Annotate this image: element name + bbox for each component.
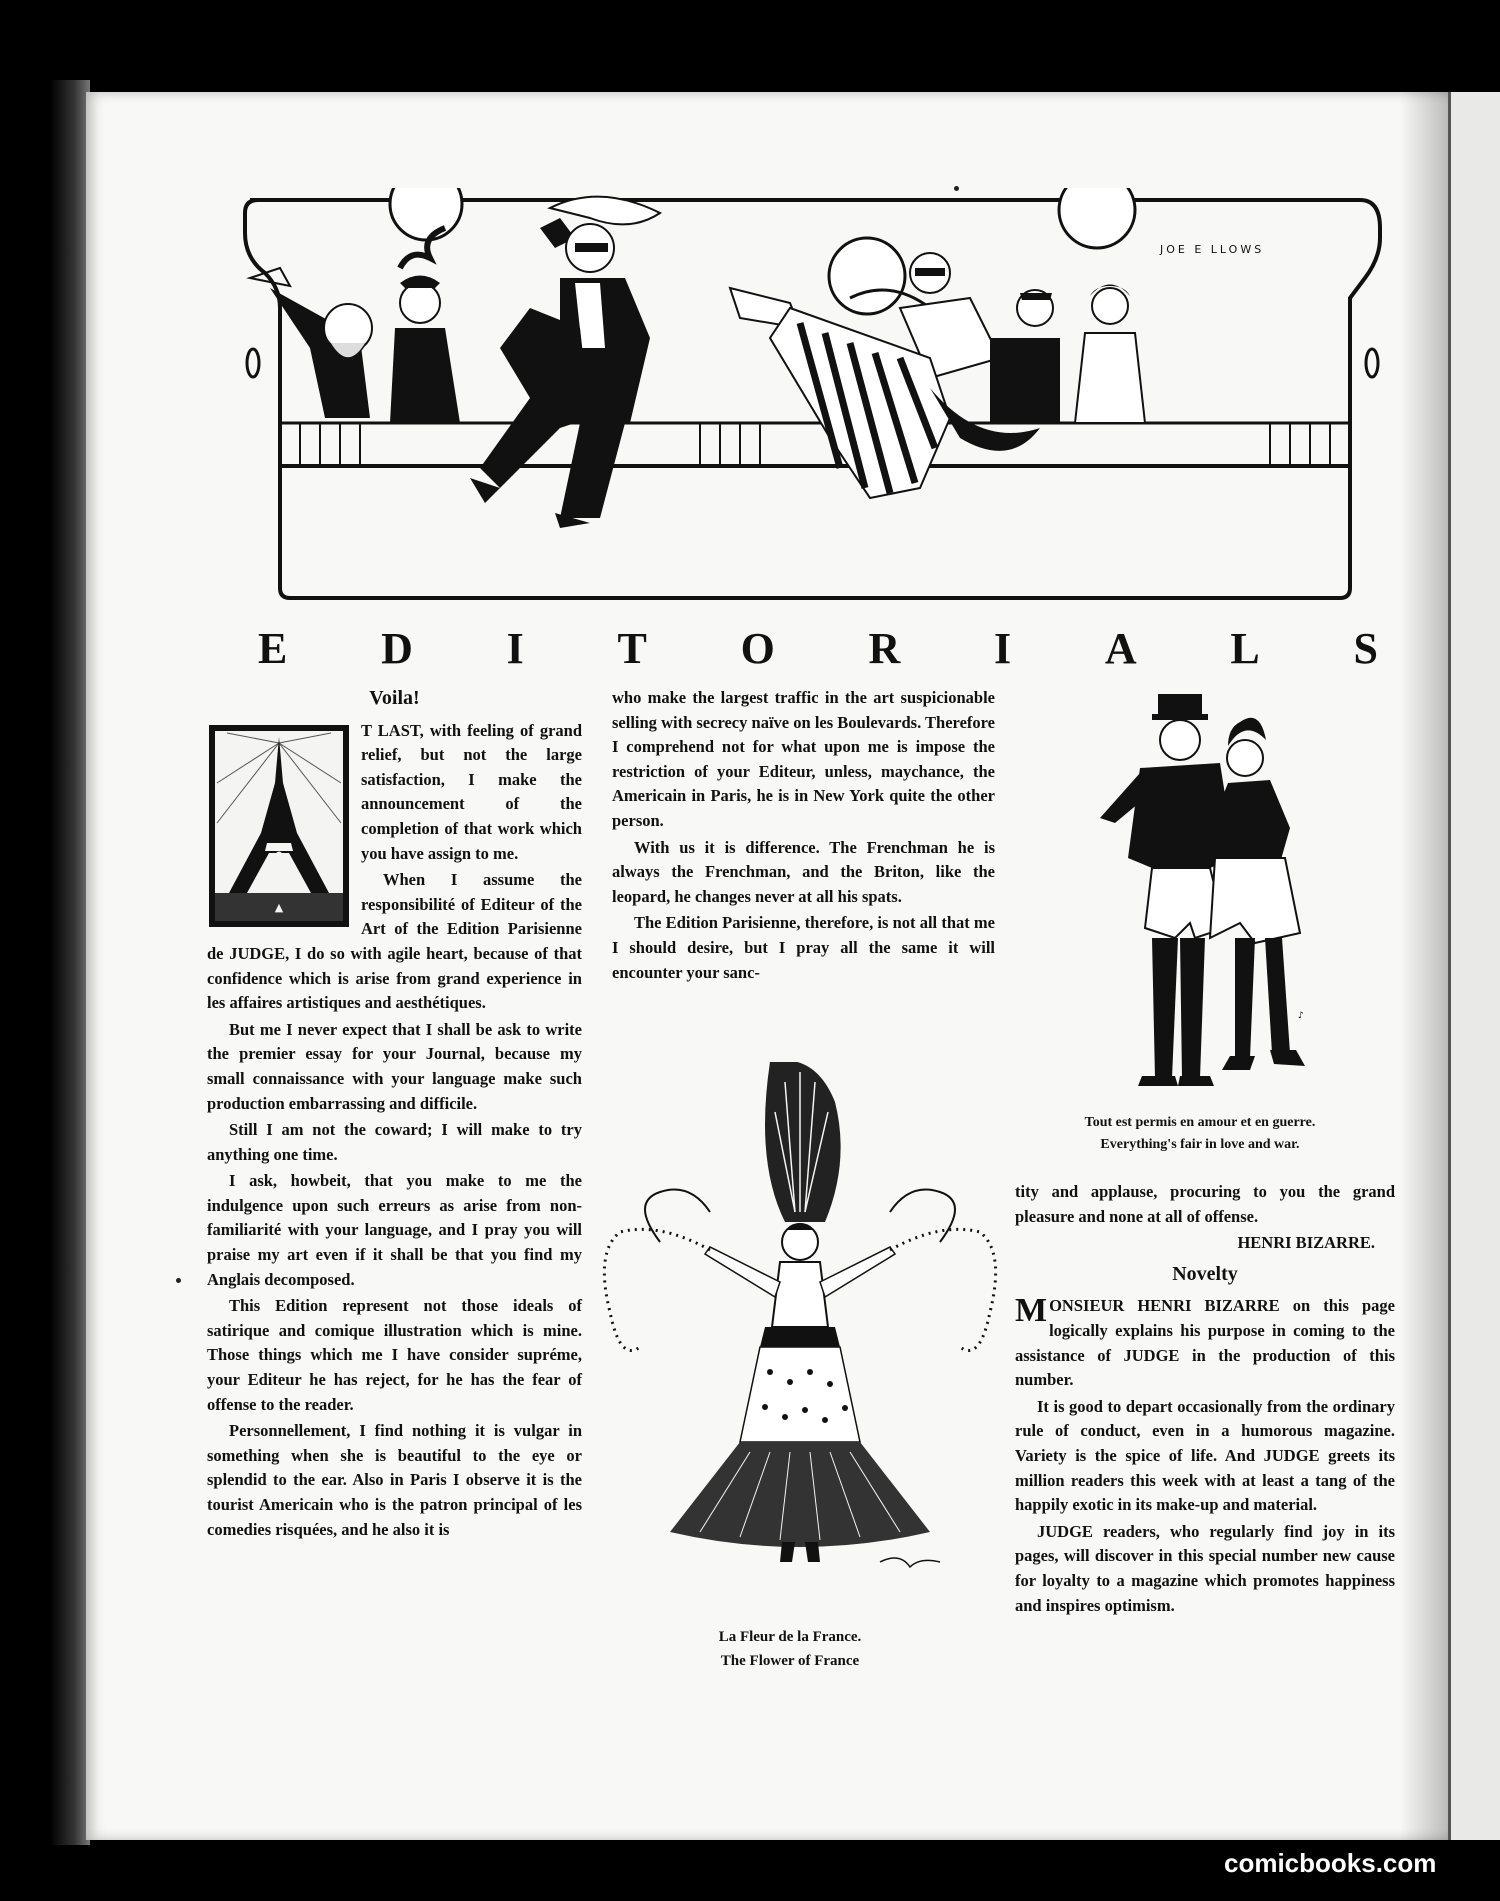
voila-paragraph: This Edition represent not those ideals of satirique and comique illustration which is mine. Those things which me I have consider supréme, your Editeur he has reject, for he has the fear of offense to the reader. [207,1296,582,1414]
voila-intro: T LAST, with feeling of grand relief, but not the large satisfaction, I make the announcement of the completion of that work which you have assign to me. [361,720,582,863]
novelty-intro [1015,1294,1395,1392]
editorial-column-1 [207,686,582,1544]
voila-paragraph: When I assume the responsibilité of Editeur of the Art of the Edition Parisienne de JUDGE, I do so with agile heart, because of that confidence which is arise from grand experience in les affaires artistiques and aesthétiques. [207,870,582,1013]
svg-text:▲: ▲ [274,900,284,914]
voila-paragraph: Personnellement, I find nothing it is vulgar in something when she is beautiful to the eye or splendid to the ear. Also in Paris I observe it is the tourist Americain who is the patron principal of les comedies risquées, and he also it is [207,1421,582,1539]
title-letter: T [617,623,647,673]
caption-french: Tout est permis en amour et en guerre. [1084,1115,1316,1130]
page-shadow [1400,92,1450,1840]
title-letter: E [258,623,288,673]
watermark: comicbooks.com [1224,1848,1437,1878]
title-letter: S [1353,623,1378,673]
voila-paragraph: Still I am not the coward; I will make to try anything one time. [207,1120,582,1164]
print-speck [954,186,959,191]
voila-paragraph: The Edition Parisienne, therefore, is not all that me I should desire, but I pray all the same it will encounter your sanc- [612,913,995,982]
novelty-paragraph: It is good to depart occasionally from the ordinary rule of conduct, even in a humorous magazine. Variety is the spice of life. And JUDGE greets its million readers this week with at least a tang of the happily exotic in its make-up and material. [1015,1396,1395,1515]
next-page-edge [1448,92,1500,1840]
voila-paragraph: But me I never expect that I shall be ask to write the premier essay for your Journal, because my small connaissance with your language make such production embarrassing and difficile. [207,1019,582,1113]
title-letter: L [1230,623,1260,673]
flower-caption [640,1625,940,1673]
page-title [258,618,1378,678]
novelty-heading: Novelty [1172,1262,1238,1285]
novelty-paragraph: JUDGE readers, who regularly find joy in its pages, will discover in this special number new cause for loyalty to a magazine which promotes happiness and inspires optimism. [1015,1521,1395,1615]
editorial-column-2 [612,686,995,987]
voila-paragraph: tity and applause, procuring to you the grand pleasure and none at all of offense. [1015,1182,1395,1226]
caption-english: Everything's fair in love and war. [1100,1137,1300,1152]
title-letter: I [994,623,1012,673]
novelty-intro-text: ONSIEUR HENRI BIZARRE on this page logically explains his purpose in coming to the assistance of JUDGE in the production of this number. [1015,1296,1395,1390]
title-letter: R [868,623,901,673]
print-speck [176,1278,181,1283]
eiffel-tower-dropcap-icon [207,723,351,929]
soldier-and-girl-illustration [1060,688,1340,1108]
dropcap-letter: M [1015,1292,1048,1330]
voila-paragraph: I ask, howbeit, that you make to me the indulgence upon such erreurs as arise from non-familiarité with your language, and I pray you will praise my art even if it shall be that you find my Anglais decomposed. [207,1171,582,1289]
svg-text:♪: ♪ [1298,1011,1304,1021]
editorial-column-3 [1015,1180,1395,1620]
title-letter: A [1104,623,1137,673]
voila-heading: Voila! [369,687,420,709]
title-letter: I [506,623,524,673]
caption-english: The Flower of France [720,1653,860,1669]
voila-paragraph: With us it is difference. The Frenchman he is always the Frenchman, and the Briton, like the leopard, he changes never at all his spats. [612,837,995,906]
caption-french: La Fleur de la France. [718,1629,862,1645]
title-letter: D [381,623,413,673]
voila-paragraph: who make the largest traffic in the art suspicionable selling with secrecy naïve on les Boulevards. Therefore I comprehend not for what upon me is impose the restriction of your Editeur, unless, maychance, the Americain in Paris, he is in New York quite the other person. [612,688,995,830]
artist-signature: JOE E LLOWS [1160,243,1265,256]
signature: HENRI BIZARRE. [1237,1233,1375,1253]
binding-edge [50,80,90,1845]
flower-of-france-illustration [600,1062,1005,1622]
title-letter: O [740,623,775,673]
soldier-caption [1030,1112,1370,1156]
